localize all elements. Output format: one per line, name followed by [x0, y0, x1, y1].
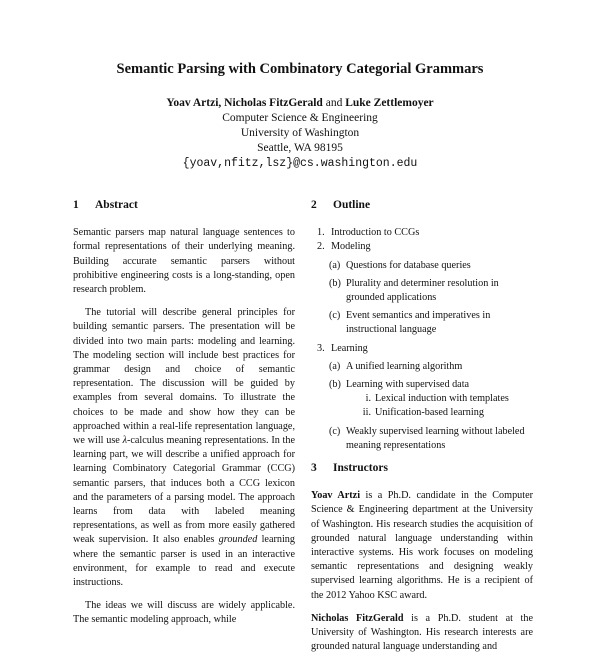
list-marker: 3. [317, 342, 325, 354]
abstract-paragraph-2 [73, 306, 295, 590]
abstract-paragraph-3: The ideas we will discuss are widely applicable. The semantic modeling approach, while [73, 600, 295, 626]
affiliation-department: Computer Science & Engineering [222, 112, 378, 124]
list-marker: (b) [329, 379, 341, 391]
instructor-name: Nicholas FitzGerald [311, 612, 404, 624]
list-marker: (c) [329, 310, 341, 322]
list-item [329, 360, 533, 374]
left-column [73, 198, 295, 637]
list-item-label: Event semantics and imperatives in instructional language [346, 310, 491, 336]
author-and: and [322, 97, 346, 109]
section-number: 1 [73, 199, 79, 211]
section-heading-outline [311, 198, 533, 212]
list-item [329, 309, 533, 337]
list-marker: 2. [317, 241, 325, 253]
list-marker: (a) [329, 259, 341, 271]
list-item-label: Lexical induction with templates [375, 393, 509, 405]
affiliation-location: Seattle, WA 98195 [257, 142, 343, 154]
list-item [329, 425, 533, 453]
list-item [317, 240, 533, 254]
list-item [357, 406, 533, 420]
instructor-bio-artzi [311, 489, 533, 603]
list-item [317, 342, 533, 356]
lambda-symbol: λ [122, 435, 127, 447]
list-item [329, 378, 533, 392]
author-names-first: Yoav Artzi, Nicholas FitzGerald [166, 97, 323, 109]
list-item [329, 259, 533, 273]
list-item-label: Learning with supervised data [346, 379, 470, 391]
section-number: 2 [311, 199, 317, 211]
instructor-bio-fitzgerald [311, 612, 533, 655]
list-marker: (a) [329, 360, 341, 372]
instructor-name: Yoav Artzi [311, 490, 361, 502]
section-title: Abstract [95, 199, 138, 211]
list-marker: (b) [329, 277, 341, 289]
abstract-p2-part-a: The tutorial will describe general principles for building semantic parsers. The presentation will be divided into two main parts: modeling and learning. The modeling section will include best practices for grammar design and choice of semantic representation. The discussion will be guided by examples from several domains. To illustrate the choices to be made and show how they can be approached within a real-life representation language, we will use [73, 307, 295, 447]
section-heading-abstract [73, 198, 295, 212]
abstract-p2-part-b: -calculus meaning representations. In the learning part, we will describe a unified approach for learning Combinatory Categorial Grammar (CCG) semantic parsers, that induces both a CCG lexicon and the parameters of a parsing model. The approach learns from data with labeled meaning representations, as well as from more easily gathered weak supervision. It also enables [73, 435, 296, 546]
list-item [357, 392, 533, 406]
author-email: {yoav,nfitz,lsz}@cs.washington.edu [182, 157, 418, 170]
abstract-paragraph-1: Semantic parsers map natural language sentences to formal representations of their underlying meaning. Building accurate semantic parsers without prohibitive engineering costs is a long-standing, open research problem. [73, 227, 295, 296]
grounded-emphasis: grounded [218, 534, 258, 546]
list-item [317, 226, 533, 240]
list-item-label: Unification-based learning [375, 407, 484, 419]
list-item-label: Modeling [331, 241, 371, 253]
section-number: 3 [311, 462, 317, 475]
list-item-label: A unified learning algorithm [346, 360, 463, 372]
section-title: Outline [333, 199, 371, 211]
list-marker: i. [365, 393, 371, 405]
list-item [329, 277, 533, 305]
list-item-label: Weakly supervised learning without labeled meaning representations [346, 425, 525, 451]
list-item-label: Questions for database queries [346, 259, 471, 271]
affiliation-university: University of Washington [240, 127, 360, 139]
list-item-label: Introduction to CCGs [331, 227, 420, 239]
list-marker: (c) [329, 425, 341, 437]
list-marker: 1. [317, 227, 325, 239]
instructor-bio-text: is a Ph.D. student at the University of Washington. His research interests are grounded natural language understanding and [311, 612, 533, 653]
abstract-p2-part-c: learning where the semantic parser is used in an interactive environment, for example to read and execute instructions. [73, 534, 295, 589]
section-title: Instructors [333, 462, 388, 475]
author-name-last: Luke Zettlemoyer [345, 97, 434, 109]
list-item-label: Plurality and determiner resolution in grounded applications [346, 277, 499, 304]
section-heading-instructors [311, 461, 533, 475]
outline-list [311, 226, 533, 453]
author-block [0, 96, 600, 171]
paper-title: Semantic Parsing with Combinatory Categorial Grammars [116, 61, 484, 77]
list-item-label: Learning [331, 342, 368, 354]
right-column [311, 198, 533, 663]
list-marker: ii. [362, 407, 371, 419]
author-names [0, 96, 600, 111]
instructor-bio-text: is a Ph.D. candidate in the Computer Science & Engineering department at the University of Washington. His research studies the acquisition of grounded natural language understanding within interactive systems. His work focuses on modeling semantic representations and designing weakly supervised learning algorithms. He is a recipient of the 2012 Yahoo KSC award. [311, 490, 533, 601]
